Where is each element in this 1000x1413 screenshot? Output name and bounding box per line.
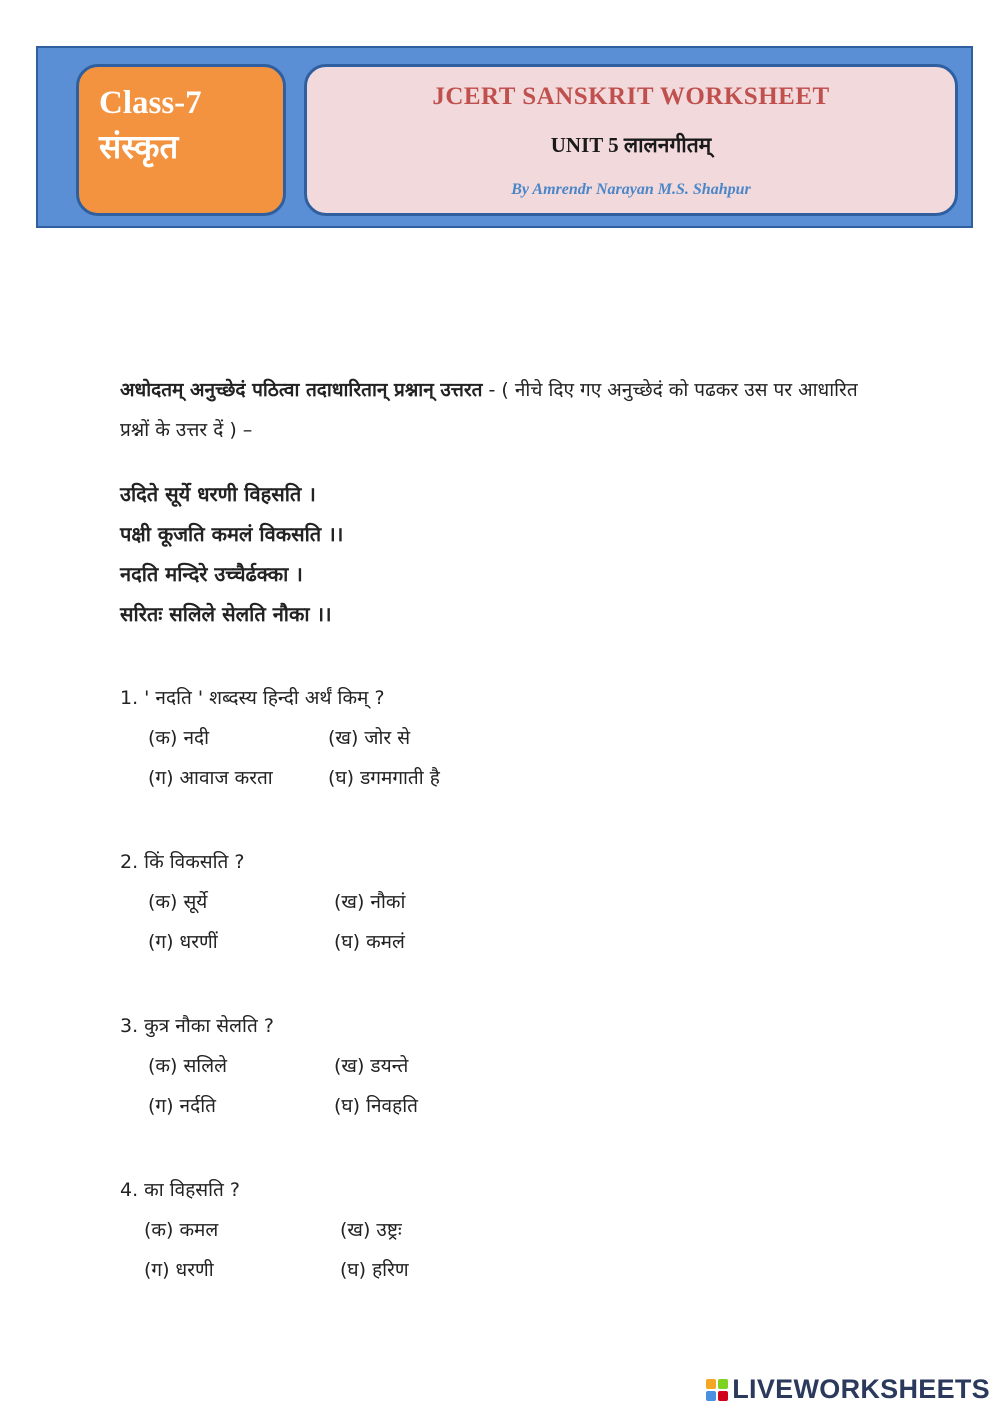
question-3 [120,1006,880,1126]
class-label: Class-7 [99,85,202,121]
option-ga[interactable]: (ग) नर्दति [148,1095,216,1117]
option-ga[interactable]: (ग) धरणीं [148,931,218,953]
class-badge [76,64,286,216]
option-gha[interactable]: (घ) हरिण [340,1259,409,1281]
brand-name: LIVEWORKSHEETS [732,1374,990,1404]
question-2 [120,842,880,962]
question-text: 1. ' नदति ' शब्दस्य हिन्दी अर्थं किम् ? [120,687,385,709]
verse-line: पक्षी कूजति कमलं विकसति ।। [120,522,344,546]
verse-line: उदिते सूर्ये धरणी विहसति । [120,482,316,506]
liveworksheets-logo[interactable] [706,1374,990,1405]
verse-passage [120,474,880,634]
author-credit: By Amrendr Narayan M.S. Shahpur [511,181,751,198]
instruction-sanskrit: अधोदतम् अनुच्छेदं पठित्वा तदाधारितान् प्रश्नान् उत्तरत [120,379,483,401]
option-ka[interactable]: (क) सूर्ये [148,891,208,913]
question-text: 2. किं विकसति ? [120,851,245,873]
instruction-hindi: - ( नीचे दिए गए अनुच्छेदं को पढकर उस पर आधारित प्रश्नों के उत्तर दें ) – [120,379,858,441]
subject-label: संस्कृत [99,127,179,166]
option-gha[interactable]: (घ) डगमगाती है [328,767,440,789]
option-gha[interactable]: (घ) कमलं [334,931,405,953]
title-panel [304,64,958,216]
option-kha[interactable]: (ख) जोर से [328,727,411,749]
option-list [120,882,880,962]
option-ka[interactable]: (क) सलिले [148,1055,227,1077]
option-ka[interactable]: (क) नदी [148,727,210,749]
option-ga[interactable]: (ग) धरणी [144,1259,214,1281]
worksheet-title: JCERT SANSKRIT WORKSHEET [432,83,830,110]
instruction [120,370,880,450]
option-kha[interactable]: (ख) नौकां [334,891,406,913]
option-ka[interactable]: (क) कमल [144,1219,219,1241]
option-kha[interactable]: (ख) उष्ट्रः [340,1219,402,1241]
question-1 [120,678,880,798]
unit-title: UNIT 5 लालनगीतम् [550,133,712,157]
question-text: 4. का विहसति ? [120,1179,241,1201]
header-banner [36,46,973,228]
option-list [120,1046,880,1126]
verse-line: सरितः सलिले सेलति नौका ।। [120,602,332,626]
worksheet-content [120,370,880,1290]
option-gha[interactable]: (घ) निवहति [334,1095,418,1117]
verse-line: नदति मन्दिरे उच्चैर्ढक्का । [120,562,303,586]
option-ga[interactable]: (ग) आवाज करता [148,767,273,789]
question-4 [120,1170,880,1290]
option-list [120,1210,880,1290]
option-list [120,718,880,798]
option-kha[interactable]: (ख) डयन्ते [334,1055,409,1077]
liveworksheets-icon [706,1379,728,1401]
question-text: 3. कुत्र नौका सेलति ? [120,1015,274,1037]
